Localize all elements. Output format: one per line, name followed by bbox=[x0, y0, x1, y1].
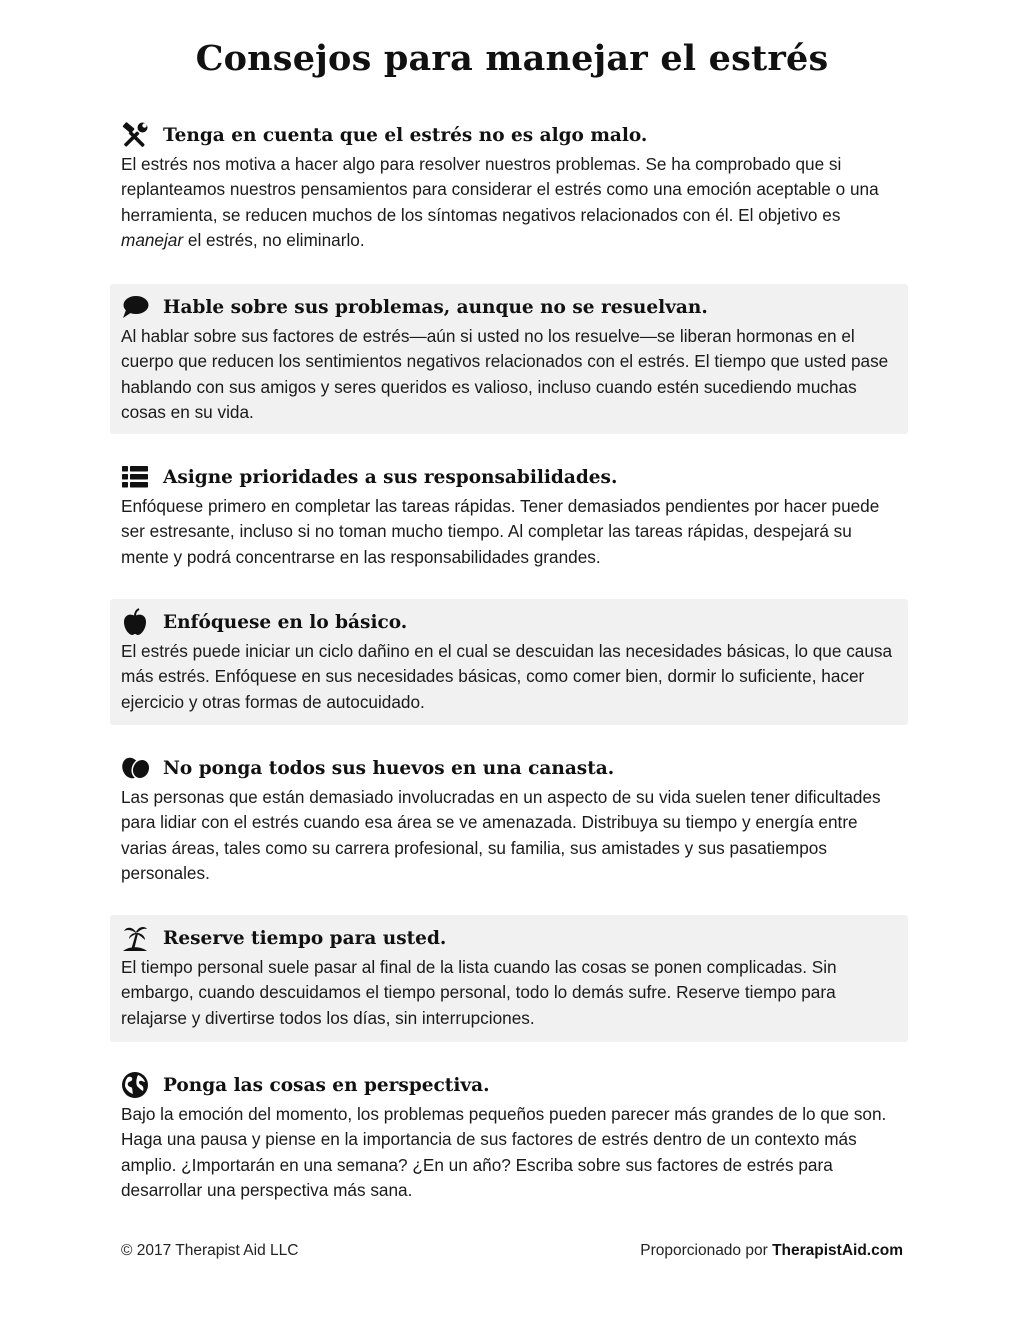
list-icon bbox=[121, 463, 151, 491]
tip-body: Las personas que están demasiado involucradas en un aspecto de su vida suelen tener dificultades para lidiar con el estrés cuando esa área se ve amenazada. Distribuya su tiempo y energía entre varias áreas, tales como su carrera profesional, su familia, sus amistades y sus pasatiempos personales. bbox=[121, 787, 881, 883]
tip-header bbox=[121, 753, 896, 783]
tip-title: No ponga todos sus huevos en una canasta. bbox=[163, 757, 615, 779]
tip-body: Bajo la emoción del momento, los problemas pequeños pueden parecer más grandes de lo que son. Haga una pausa y piense en la importancia de sus factores de estrés dentro de un contexto más amplio. ¿Importarán en una semana? ¿En un año? Escriba sobre sus factores de estrés para desarrollar una perspectiva más sana. bbox=[121, 1104, 887, 1200]
tip-header bbox=[121, 120, 896, 150]
tip-section-eggs-basket bbox=[110, 745, 908, 895]
tip-title: Enfóquese en lo básico. bbox=[163, 611, 408, 633]
tip-header bbox=[121, 462, 896, 492]
tip-header bbox=[121, 1070, 896, 1100]
tools-icon bbox=[121, 121, 151, 149]
provided-by bbox=[640, 1242, 903, 1260]
tip-title: Ponga las cosas en perspectiva. bbox=[163, 1074, 490, 1096]
tip-section-perspective bbox=[110, 1062, 908, 1212]
tip-body: El estrés nos motiva a hacer algo para resolver nuestros problemas. Se ha comprobado que si replanteamos nuestros pensamientos para considerar el estrés como una emoción aceptable o una herramienta, se reducen muchos de los síntomas negativos relacionados con él. El objetivo es manejar el estrés, no eliminarlo. bbox=[121, 154, 879, 250]
tip-title: Reserve tiempo para usted. bbox=[163, 927, 447, 949]
eggs-icon bbox=[121, 754, 151, 782]
tip-title: Hable sobre sus problemas, aunque no se resuelvan. bbox=[163, 296, 708, 318]
tip-body: El tiempo personal suele pasar al final de la lista cuando las cosas se ponen complicadas. Sin embargo, cuando descuidamos el tiempo personal, todo lo demás sufre. Reserve tiempo para relajarse y divertirse todos los días, sin interrupciones. bbox=[121, 957, 837, 1028]
tip-title: Asigne prioridades a sus responsabilidades. bbox=[163, 466, 618, 488]
tip-section-stress-not-bad bbox=[110, 112, 908, 264]
palm-tree-icon bbox=[121, 924, 151, 952]
tip-body: El estrés puede iniciar un ciclo dañino en el cual se descuidan las necesidades básicas, lo que causa más estrés. Enfóquese en sus necesidades básicas, como comer bien, dormir lo suficiente, hacer ejercicio y otras formas de autocuidado. bbox=[121, 641, 893, 712]
copyright-text: © 2017 Therapist Aid LLC bbox=[121, 1242, 299, 1259]
tip-header bbox=[121, 607, 896, 637]
tip-section-basics bbox=[110, 599, 908, 725]
tip-body: Al hablar sobre sus factores de estrés—aún si usted no los resuelve—se liberan hormonas en el cuerpo que reducen los sentimientos negativos relacionados con el estrés. El tiempo que usted pase hablando con sus amigos y seres queridos es valioso, incluso cuando estén sucediendo muchas cosas en su vida. bbox=[121, 326, 889, 422]
provided-by-label: Proporcionado por bbox=[640, 1242, 773, 1259]
speech-bubble-icon bbox=[121, 293, 151, 321]
brand-link[interactable]: TherapistAid.com bbox=[772, 1242, 903, 1259]
tip-section-talk-problems bbox=[110, 284, 908, 434]
emphasis-text: manejar bbox=[121, 229, 184, 250]
tip-header bbox=[121, 923, 896, 953]
tip-title: Tenga en cuenta que el estrés no es algo malo. bbox=[163, 124, 648, 146]
tip-body: Enfóquese primero en completar las tareas rápidas. Tener demasiados pendientes por hacer puede ser estresante, incluso si no toman mucho tiempo. Al completar las tareas rápidas, despejará su mente y podrá concentrarse en las responsabilidades grandes. bbox=[121, 496, 880, 567]
tip-section-time-for-you bbox=[110, 915, 908, 1042]
apple-icon bbox=[121, 608, 151, 636]
tip-header bbox=[121, 292, 896, 322]
tip-section-prioritize bbox=[110, 454, 908, 579]
globe-icon bbox=[121, 1071, 151, 1099]
page-title: Consejos para manejar el estrés bbox=[195, 38, 829, 79]
tips-list bbox=[110, 112, 908, 1232]
